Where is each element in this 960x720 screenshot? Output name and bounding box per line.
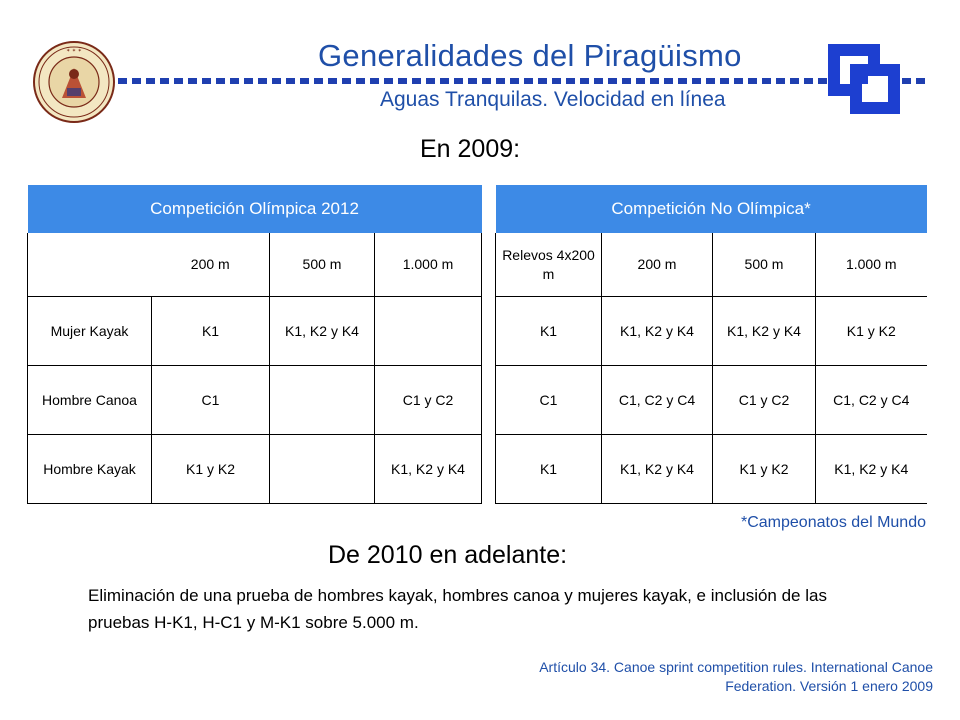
table-cell <box>270 366 375 435</box>
table-cell: C1 <box>496 366 602 435</box>
table-cell: K1 <box>496 435 602 504</box>
column-header: 500 m <box>713 233 816 297</box>
section-body-text: Eliminación de una prueba de hombres kayak, hombres canoa y mujeres kayak, e inclusión de las pruebas H-K1, H-C1 y M-K1 sobre 5.000 m. <box>88 586 827 632</box>
row-label: Hombre Kayak <box>28 435 152 504</box>
column-header: 200 m <box>152 233 270 297</box>
row-label: Hombre Canoa <box>28 366 152 435</box>
table-cell: K1 <box>496 297 602 366</box>
squares-decoration-icon <box>826 44 902 116</box>
table-row <box>28 366 482 435</box>
table-header-row <box>28 233 482 297</box>
non-olympic-competition-table <box>495 185 927 504</box>
table-cell: K1 <box>152 297 270 366</box>
column-header: 1.000 m <box>375 233 482 297</box>
source-citation: Artículo 34. Canoe sprint competition rules. International Canoe Federation. Versión 1 enero 2009 <box>539 659 933 694</box>
column-header: 500 m <box>270 233 375 297</box>
university-seal-icon <box>32 40 116 124</box>
column-header: 200 m <box>602 233 713 297</box>
column-header: 1.000 m <box>816 233 927 297</box>
table-cell: C1, C2 y C4 <box>816 366 927 435</box>
table-cell: C1 y C2 <box>713 366 816 435</box>
table-cell: K1, K2 y K4 <box>602 435 713 504</box>
table-header-row <box>496 233 927 297</box>
table-footnote: *Campeonatos del Mundo <box>740 514 926 531</box>
column-header <box>28 233 152 297</box>
page-title: Generalidades del Piragüismo <box>318 38 742 73</box>
table-cell: K1 y K2 <box>713 435 816 504</box>
table-row <box>28 435 482 504</box>
section-heading-2010: De 2010 en adelante: <box>328 541 568 569</box>
svg-text:✶ ✶ ✶: ✶ ✶ ✶ <box>66 48 82 54</box>
table-cell: K1, K2 y K4 <box>375 435 482 504</box>
table-cell: K1 y K2 <box>152 435 270 504</box>
table-cell: K1 y K2 <box>816 297 927 366</box>
table-cell: C1 <box>152 366 270 435</box>
table-cell: K1, K2 y K4 <box>270 297 375 366</box>
table-row <box>496 297 927 366</box>
table-title: Competición No Olímpica* <box>496 185 927 233</box>
table-cell: K1, K2 y K4 <box>816 435 927 504</box>
table-title: Competición Olímpica 2012 <box>28 185 482 233</box>
table-row <box>496 366 927 435</box>
row-label: Mujer Kayak <box>28 297 152 366</box>
table-cell: K1, K2 y K4 <box>602 297 713 366</box>
column-header: Relevos 4x200 m <box>496 233 602 297</box>
table-cell <box>270 435 375 504</box>
olympic-competition-table <box>27 185 482 504</box>
dotted-divider <box>118 78 930 84</box>
table-cell: K1, K2 y K4 <box>713 297 816 366</box>
table-row <box>496 435 927 504</box>
section-heading-2009: En 2009: <box>420 135 521 163</box>
table-row <box>28 297 482 366</box>
table-cell <box>375 297 482 366</box>
table-cell: C1 y C2 <box>375 366 482 435</box>
page-subtitle: Aguas Tranquilas. Velocidad en línea <box>380 88 726 111</box>
table-cell: C1, C2 y C4 <box>602 366 713 435</box>
